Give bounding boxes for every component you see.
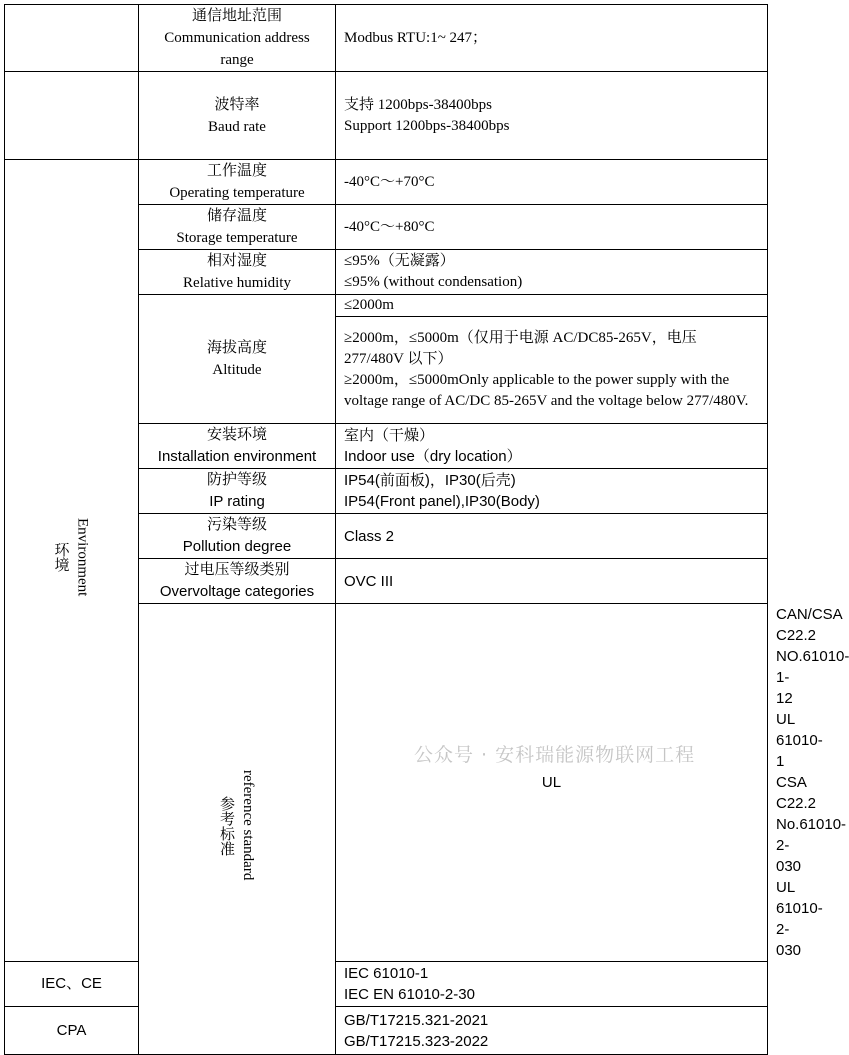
param-en: IP rating: [209, 493, 265, 510]
category-cell-empty: [5, 72, 139, 160]
param-pollution-degree: [139, 514, 336, 559]
value-cpa: [336, 1007, 768, 1055]
param-installation-environment: [139, 424, 336, 469]
param-en: Installation environment: [157, 448, 317, 465]
param-zh: 工作温度: [206, 163, 267, 179]
param-zh: 相对湿度: [206, 253, 267, 269]
param-zh: 防护等级: [206, 471, 267, 488]
param-en: Baud rate: [208, 118, 266, 135]
param-en: Communication address: [164, 30, 310, 46]
value-altitude-high: [336, 317, 768, 424]
spec-table: [4, 4, 849, 1055]
value-text: IP54(前面板)，IP30(后壳): [344, 472, 516, 489]
row-ul: reference standard 参考标准 UL CAN/CSA C22.2 NO.61010-1-12 UL 61010-1 CSA C22.2 No.61010-2-030 UL 61010-2-030: [5, 604, 768, 962]
standard-item: IEC EN 61010-2-30: [344, 986, 475, 1003]
param-baud-rate: [139, 72, 336, 160]
param-zh: 海拔高度: [206, 340, 267, 356]
value-text: -40°C～+80°C: [344, 218, 435, 235]
row-iec-ce: [5, 962, 768, 1007]
param-en: Operating temperature: [169, 185, 305, 201]
value-ip-rating: [336, 469, 768, 514]
value-installation-environment: [336, 424, 768, 469]
value-text: ≤95% (without condensation): [344, 274, 523, 290]
standard-item: IEC 61010-1: [344, 965, 429, 982]
param-storage-temperature: [139, 205, 336, 250]
param-iec-ce: [5, 962, 139, 1007]
value-baud-rate: [336, 72, 768, 160]
category-en: reference standard: [240, 770, 256, 881]
param-zh: 过电压等级类别: [184, 561, 290, 578]
category-en: Environment: [74, 517, 91, 597]
value-text: ≤2000m: [344, 297, 394, 313]
param-comm-address: [139, 5, 336, 72]
param-operating-temperature: [139, 160, 336, 205]
value-text: Modbus RTU:1~ 247；: [344, 29, 488, 46]
standard-item: GB/T17215.323-2022: [344, 1032, 489, 1050]
value-operating-temperature: [336, 160, 768, 205]
param-zh: 通信地址范围: [191, 8, 282, 24]
standard-item: GB/T17215.321-2021: [344, 1011, 489, 1029]
value-text: -40°C～+70°C: [344, 173, 435, 190]
row-comm-address: [5, 5, 768, 72]
param-altitude: [139, 295, 336, 424]
value-iec-ce: [336, 962, 768, 1007]
param-en: Relative humidity: [183, 275, 291, 291]
category-cell-empty: [5, 5, 139, 72]
category-zh: 环境: [52, 541, 69, 572]
value-altitude-low: [336, 295, 768, 317]
category-zh: 参考标准: [218, 795, 234, 856]
value-text: OVC III: [344, 572, 394, 590]
watermark: 公众号 · 安科瑞能源物联网工程: [414, 744, 696, 766]
value-comm-address: [336, 5, 768, 72]
param-en: Pollution degree: [182, 538, 292, 555]
value-text: 支持 1200bps-38400bps: [344, 96, 492, 113]
param-en: Overvoltage categories: [159, 583, 315, 600]
row-baud-rate: [5, 72, 768, 160]
value-text: Class 2: [344, 527, 395, 545]
value-text: IP54(Front panel),IP30(Body): [344, 493, 540, 510]
param-en: Altitude: [212, 362, 262, 378]
param-zh: 储存温度: [206, 208, 267, 224]
param-zh: 污染等级: [206, 516, 267, 533]
row-operating-temperature: [5, 160, 768, 205]
param-ip-rating: [139, 469, 336, 514]
value-text: 室内（干燥）: [344, 427, 435, 444]
category-environment-label: [50, 518, 94, 596]
category-reference-standard: [139, 604, 336, 1055]
param-zh: 安装环境: [206, 426, 267, 443]
value-text: Indoor use（dry location）: [344, 448, 522, 465]
param-name: UL: [541, 773, 562, 791]
value-pollution-degree: [336, 514, 768, 559]
param-name: CPA: [56, 1021, 87, 1039]
param-en: Storage temperature: [176, 230, 298, 246]
row-cpa: [5, 1007, 768, 1055]
value-text: Support 1200bps-38400bps: [344, 117, 510, 134]
param-name: IEC、CE: [41, 975, 102, 992]
param-ul: [336, 604, 768, 962]
value-text: ≤95%（无凝露）: [344, 253, 455, 269]
value-relative-humidity: [336, 250, 768, 295]
value-storage-temperature: [336, 205, 768, 250]
param-zh: 波特率: [214, 96, 260, 113]
value-text: ≥2000m，≤5000m（仅用于电源 AC/DC85-265V，电压 277/480V 以下）: [344, 330, 697, 367]
param-cpa: [5, 1007, 139, 1055]
value-text: ≥2000m，≤5000mOnly applicable to the power supply with the voltage range of AC/DC 85-265V and the voltage below 277/480V.: [344, 372, 749, 409]
param-en: range: [220, 52, 254, 68]
param-relative-humidity: [139, 250, 336, 295]
param-overvoltage-categories: [139, 559, 336, 604]
category-environment: [5, 160, 139, 962]
category-reference-label: [215, 770, 259, 880]
value-overvoltage-categories: [336, 559, 768, 604]
